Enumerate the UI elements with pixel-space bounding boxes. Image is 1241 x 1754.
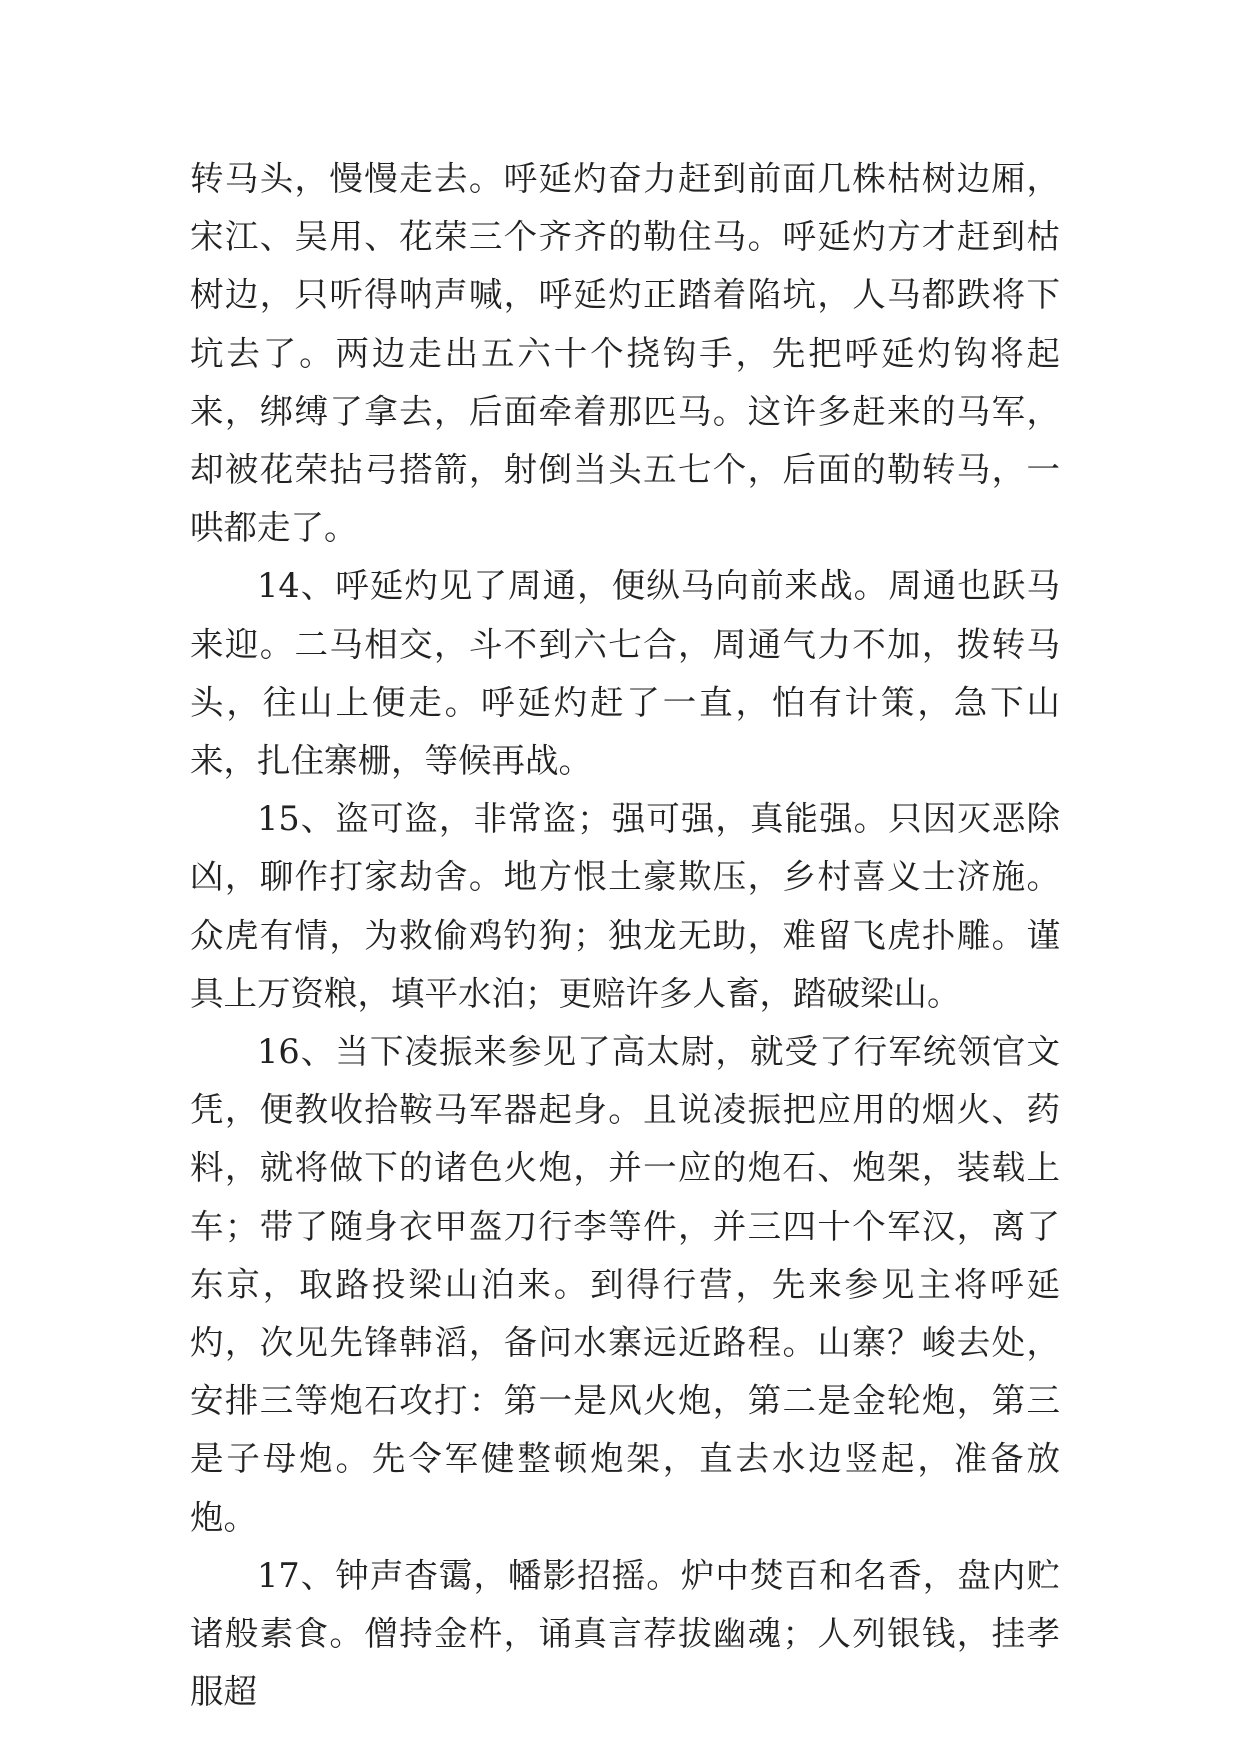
paragraph-14: 14、呼延灼见了周通，便纵马向前来战。周通也跃马来迎。二马相交，斗不到六七合，周通气力不加，拨转马头，往山上便走。呼延灼赶了一直，怕有计策，急下山来，扎住寨栅，等候再战。 <box>190 566 1060 781</box>
paragraph-17: 17、钟声杳霭，幡影招摇。炉中焚百和名香，盘内贮诸般素食。僧持金杵，诵真言荐拔幽魂；人列银钱，挂孝服超 <box>190 1555 1060 1712</box>
document-page <box>190 150 1060 1721</box>
paragraph-15: 15、盗可盗，非常盗；强可强，真能强。只因灭恶除凶，聊作打家劫舍。地方恨土豪欺压，乡村喜义士济施。众虎有情，为救偷鸡钓狗；独龙无助，难留飞虎扑雕。谨具上万资粮，填平水泊；更赔许多人畜，踏破梁山。 <box>190 799 1060 1013</box>
paragraph-continuation: 转马头，慢慢走去。呼延灼奋力赶到前面几株枯树边厢，宋江、吴用、花荣三个齐齐的勒住马。呼延灼方才赶到枯树边，只听得呐声喊，呼延灼正踏着陷坑，人马都跌将下坑去了。两边走出五六十个挠钩手，先把呼延灼钩将起来，绑缚了拿去，后面牵着那匹马。这许多赶来的马军，却被花荣拈弓搭箭，射倒当头五七个，后面的勒转马，一哄都走了。 <box>190 159 1060 548</box>
paragraph-16: 16、当下凌振来参见了高太尉，就受了行军统领官文凭，便教收拾鞍马军器起身。且说凌振把应用的烟火、药料，就将做下的诸色火炮，并一应的炮石、炮架，装载上车；带了随身衣甲盔刀行李等件，并三四十个军汉，离了东京，取路投梁山泊来。到得行营，先来参见主将呼延灼，次见先锋韩滔，备问水寨远近路程。山寨？峻去处，安排三等炮石攻打：第一是风火炮，第二是金轮炮，第三是子母炮。先令军健整顿炮架，直去水边竖起，准备放炮。 <box>190 1032 1060 1537</box>
